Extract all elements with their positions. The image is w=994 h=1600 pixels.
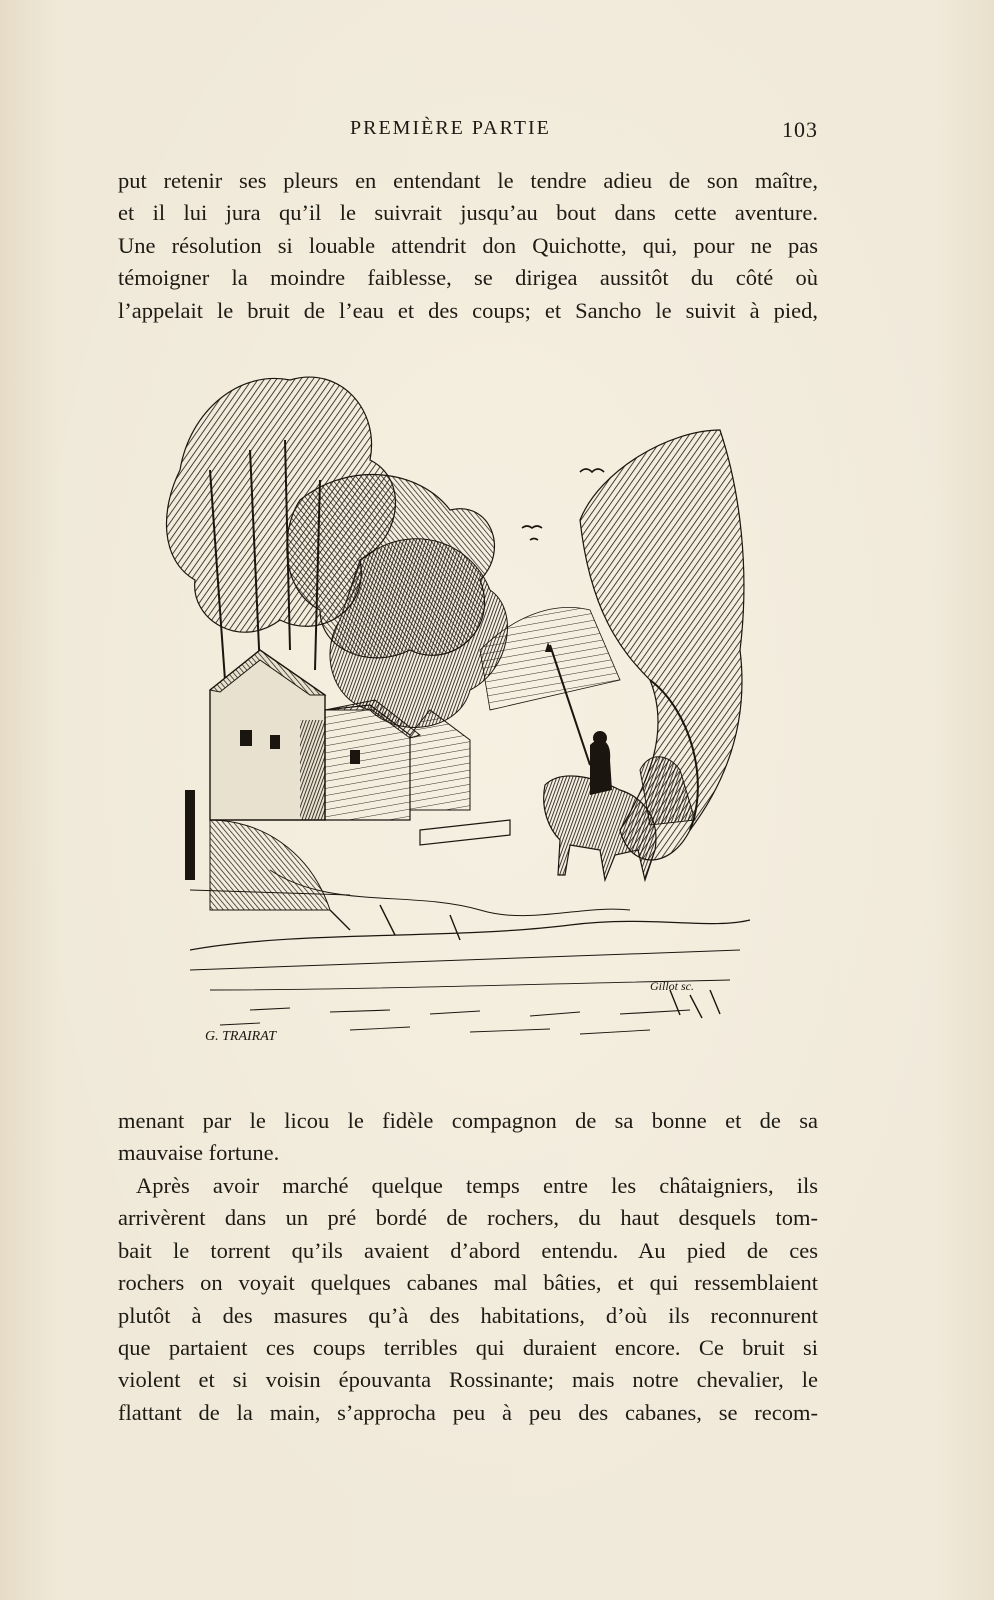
text-line: violent et si voisin épouvanta Rossinante; mais notre chevalier, le <box>118 1367 818 1393</box>
text-line: rochers on voyait quelques cabanes mal bâties, et qui ressemblaient <box>118 1270 818 1296</box>
text-line: put retenir ses pleurs en entendant le tendre adieu de son maître, <box>118 168 818 193</box>
paragraph-2 <box>118 1105 818 1170</box>
running-head-title: PREMIÈRE PARTIE <box>350 117 551 139</box>
text-line: bait le torrent qu’ils avaient d’abord entendu. Au pied de ces <box>118 1237 818 1263</box>
engraver-signature: Gillot sc. <box>650 979 694 993</box>
text-line: mauvaise fortune. <box>118 1140 280 1166</box>
text-line: flattant de la main, s’approcha peu à peu des cabanes, se recom- <box>118 1399 818 1425</box>
text-line: et il lui jura qu’il le suivrait jusqu’au bout dans cette aventure. <box>118 200 818 226</box>
text-line: plutôt à des masures qu’à des habitations, d’où ils reconnurent <box>118 1302 818 1328</box>
engraving-illustration <box>150 350 770 1080</box>
text-line: l’appelait le bruit de l’eau et des coups; et Sancho le suivit à pied, <box>118 297 818 323</box>
text-line: que partaient ces coups terribles qui duraient encore. Ce bruit si <box>118 1335 818 1361</box>
page-number: 103 <box>782 117 818 142</box>
paragraph-3 <box>118 1170 818 1429</box>
text-line: menant par le licou le fidèle compagnon de sa bonne et de sa <box>118 1108 818 1133</box>
text-line: Après avoir marché quelque temps entre les châtaigniers, ils <box>136 1173 818 1198</box>
text-line: arrivèrent dans un pré bordé de rochers, du haut desquels tom- <box>118 1205 818 1231</box>
paragraph-1 <box>118 165 818 327</box>
running-head <box>118 117 818 147</box>
text-line: témoigner la moindre faiblesse, se dirigea aussitôt du côté où <box>118 265 818 291</box>
left-trees <box>166 377 507 727</box>
text-line: Une résolution si louable attendrit don Quichotte, qui, pour ne pas <box>118 232 818 258</box>
artist-signature: G. TRAIRAT <box>205 1029 277 1044</box>
